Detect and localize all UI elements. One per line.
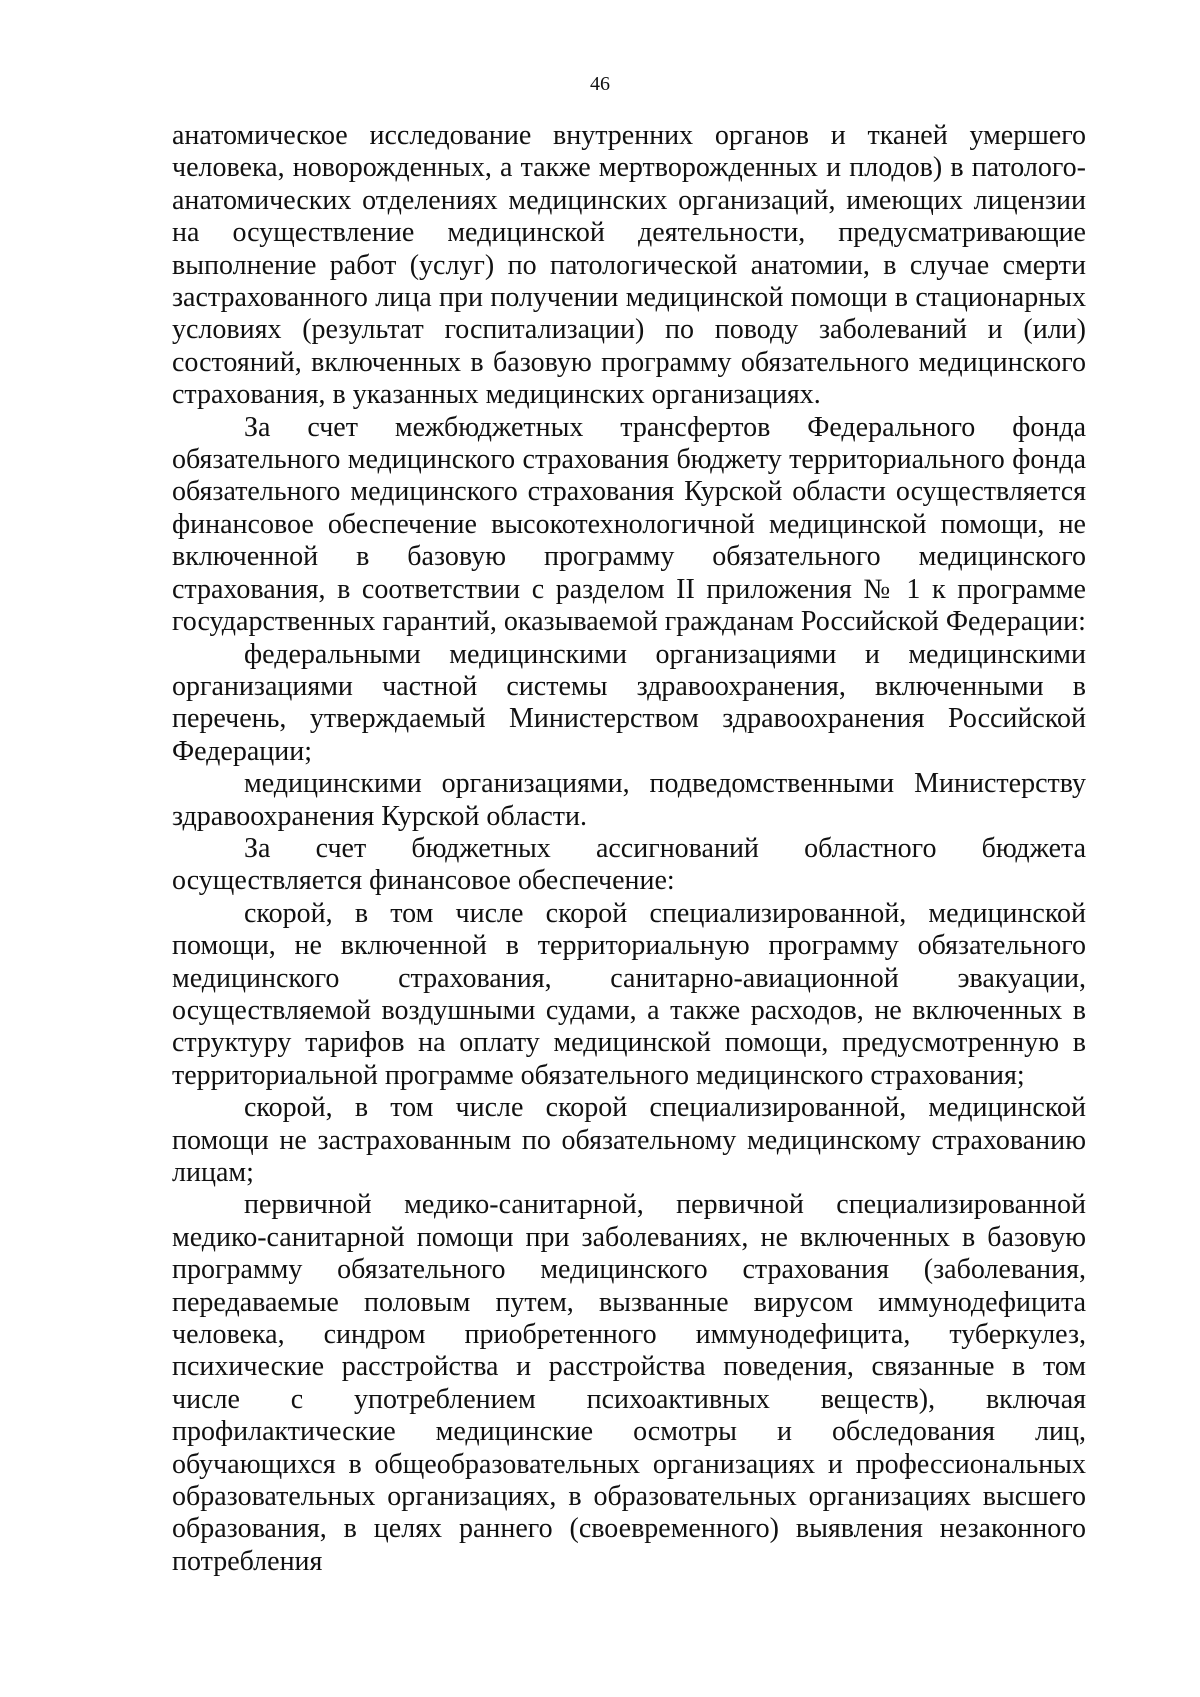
paragraph: скорой, в том числе скорой специализированной, медицинской помощи не застрахованным по обязательному медицинскому страхованию лицам; xyxy=(172,1092,1086,1188)
paragraph: анатомическое исследование внутренних органов и тканей умершего человека, новорожденных, а также мертворожденных и плодов) в патолого-анатомических отделениях медицинских организаций, имеющих лицензии на осуществление медицинской деятельности, предусматривающие выполнение работ (услуг) по патологической анатомии, в случае смерти застрахованного лица при получении медицинской помощи в стационарных условиях (результат госпитализации) по поводу заболеваний и (или) состояний, включенных в базовую программу обязательного медицинского страхования, в указанных медицинских организациях. xyxy=(172,120,1086,411)
paragraph: федеральными медицинскими организациями и медицинскими организациями частной системы здравоохранения, включенными в перечень, утверждаемый Министерством здравоохранения Российской Федерации; xyxy=(172,638,1086,767)
paragraph: первичной медико-санитарной, первичной специализированной медико-санитарной помощи при заболеваниях, не включенных в базовую программу обязательного медицинского страхования (заболевания, передаваемые половым путем, вызванные вирусом иммунодефицита человека, синдром приобретенного иммунодефицита, туберкулез, психические расстройства и расстройства поведения, связанные в том числе с употреблением психоактивных веществ), включая профилактические медицинские осмотры и обследования лиц, обучающихся в общеобразовательных организациях и профессиональных образовательных организациях, в образовательных организациях высшего образования, в целях раннего (своевременного) выявления незаконного потребления xyxy=(172,1189,1086,1577)
paragraph: медицинскими организациями, подведомственными Министерству здравоохранения Курской области. xyxy=(172,768,1086,832)
paragraph: За счет бюджетных ассигнований областного бюджета осуществляется финансовое обеспечение: xyxy=(172,832,1086,897)
paragraph: За счет межбюджетных трансфертов Федерального фонда обязательного медицинского страхования бюджету территориального фонда обязательного медицинского страхования Курской области осуществляется финансовое обеспечение высокотехнологичной медицинской помощи, не включенной в базовую программу обязательного медицинского страхования, в соответствии с разделом II приложения № 1 к программе государственных гарантий, оказываемой гражданам Российской Федерации: xyxy=(172,411,1086,638)
page-number: 46 xyxy=(590,73,610,95)
body-text xyxy=(172,120,1086,1578)
paragraph: скорой, в том числе скорой специализированной, медицинской помощи, не включенной в территориальную программу обязательного медицинского страхования, санитарно-авиационной эвакуации, осуществляемой воздушными судами, а также расходов, не включенных в структуру тарифов на оплату медицинской помощи, предусмотренную в территориальной программе обязательного медицинского страхования; xyxy=(172,897,1086,1091)
